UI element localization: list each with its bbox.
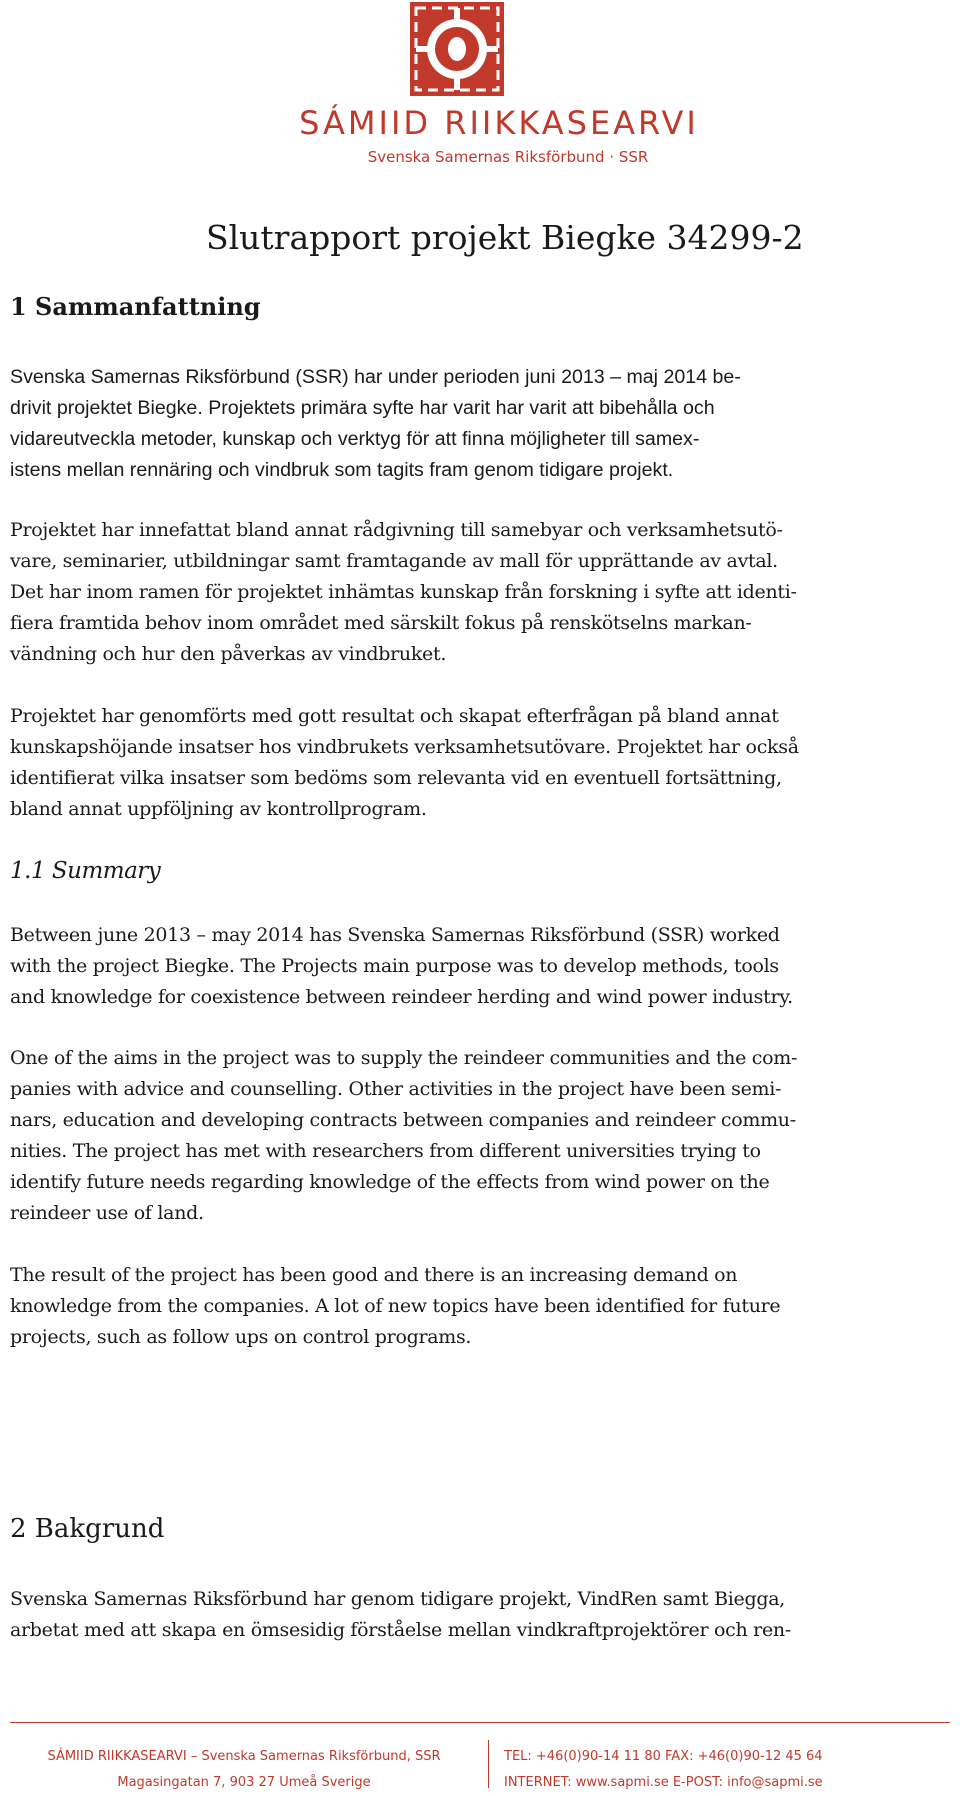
text-line: Svenska Samernas Riksförbund (SSR) har under perioden juni 2013 – maj 2014 be- [10, 366, 741, 388]
text-line: drivit projektet Biegke. Projektets primära syfte har varit har varit att bibehålla och [10, 397, 715, 419]
footer-contact-block [504, 1744, 823, 1796]
section1-paragraph-2 [10, 515, 950, 670]
text-line: nars, education and developing contracts between companies and reindeer commu- [10, 1109, 796, 1131]
footer-org-line: SÁMIID RIIKKASEARVI – Svenska Samernas Riksförbund, SSR [47, 1749, 441, 1764]
text-line: vändning och hur den påverkas av vindbruket. [10, 643, 447, 665]
text-line: kunskapshöjande insatser hos vindbrukets verksamhetsutövare. Projektet har också [10, 736, 799, 758]
summary-paragraph-3 [10, 1260, 950, 1353]
footer-phone-fax: TEL: +46(0)90-14 11 80 FAX: +46(0)90-12 45 64 [504, 1749, 823, 1764]
text-line: Projektet har genomförts med gott resultat och skapat efterfrågan på bland annat [10, 705, 779, 727]
text-line: fiera framtida behov inom området med särskilt fokus på renskötselns markan- [10, 612, 752, 634]
logo-subtitle: Svenska Samernas Riksförbund · SSR [367, 148, 649, 166]
footer-divider [10, 1722, 950, 1723]
text-line: arbetat med att skapa en ömsesidig förståelse mellan vindkraftprojektörer och ren- [10, 1619, 791, 1641]
text-line: and knowledge for coexistence between reindeer herding and wind power industry. [10, 986, 793, 1008]
text-line: vare, seminarier, utbildningar samt framtagande av mall för upprättande av avtal. [10, 550, 778, 572]
summary-paragraph-2 [10, 1043, 950, 1229]
text-line: vidareutveckla metoder, kunskap och verktyg för att finna möjligheter till samex- [10, 428, 700, 450]
text-line: One of the aims in the project was to supply the reindeer communities and the com- [10, 1047, 798, 1069]
section1-heading: 1 Sammanfattning [10, 292, 261, 321]
logo-name: SÁMIID RIIKKASEARVI [299, 104, 699, 142]
section2-heading: 2 Bakgrund [10, 1514, 165, 1544]
footer-address-block [14, 1744, 474, 1796]
text-line: knowledge from the companies. A lot of new topics have been identified for future [10, 1295, 781, 1317]
text-line: Between june 2013 – may 2014 has Svenska Samernas Riksförbund (SSR) worked [10, 924, 780, 946]
footer-address: Magasingatan 7, 903 27 Umeå Sverige [117, 1775, 371, 1790]
text-line: Det har inom ramen för projektet inhämtas kunskap från forskning i syfte att identi- [10, 581, 797, 603]
text-line: The result of the project has been good and there is an increasing demand on [10, 1264, 738, 1286]
text-line: with the project Biegke. The Projects main purpose was to develop methods, tools [10, 955, 779, 977]
document-title: Slutrapport projekt Biegke 34299-2 [206, 218, 804, 257]
summary-heading: 1.1 Summary [10, 858, 161, 884]
text-line: nities. The project has met with researchers from different universities trying to [10, 1140, 761, 1162]
text-line: identifierat vilka insatser som bedöms som relevanta vid en eventuell fortsättning, [10, 767, 782, 789]
section2-paragraph [10, 1584, 950, 1646]
text-line: panies with advice and counselling. Other activities in the project have been semi- [10, 1078, 782, 1100]
text-line: Projektet har innefattat bland annat rådgivning till samebyar och verksamhetsutö- [10, 519, 783, 541]
text-line: projects, such as follow ups on control programs. [10, 1326, 472, 1348]
ssr-logo-icon [410, 2, 504, 96]
section1-paragraph-1 [10, 362, 950, 486]
text-line: bland annat uppföljning av kontrollprogram. [10, 798, 427, 820]
text-line: Svenska Samernas Riksförbund har genom tidigare projekt, VindRen samt Biegga, [10, 1588, 785, 1610]
text-line: reindeer use of land. [10, 1202, 204, 1224]
text-line: istens mellan rennäring och vindbruk som tagits fram genom tidigare projekt. [10, 459, 674, 481]
section1-paragraph-3 [10, 701, 950, 825]
footer-separator [488, 1740, 489, 1788]
summary-paragraph-1 [10, 920, 950, 1013]
footer-web-email: INTERNET: www.sapmi.se E-POST: info@sapmi.se [504, 1775, 823, 1790]
text-line: identify future needs regarding knowledge of the effects from wind power on the [10, 1171, 770, 1193]
